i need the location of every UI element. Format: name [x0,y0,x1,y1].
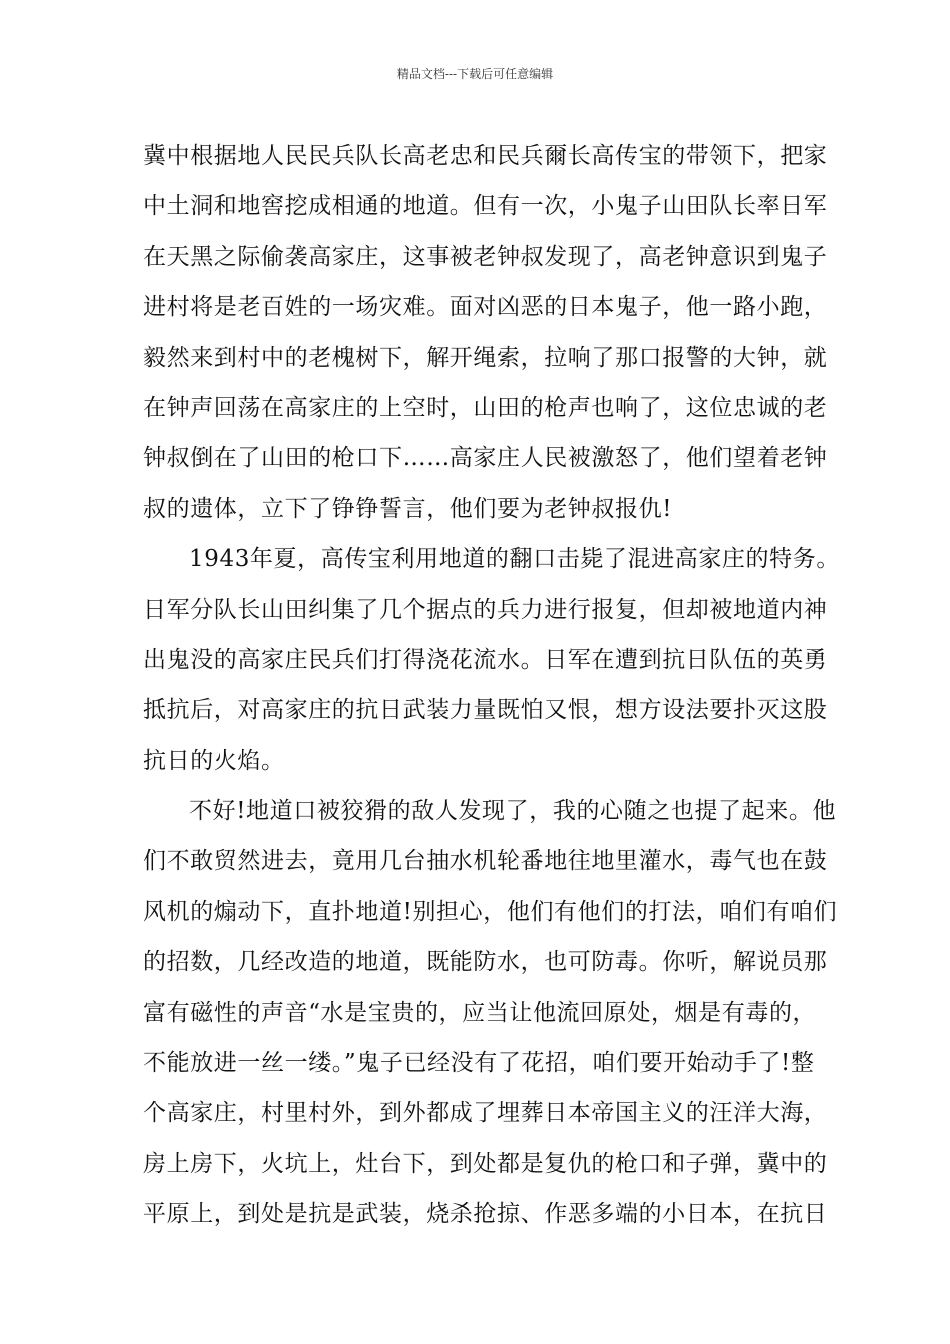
text-line: 毅然来到村中的老槐树下，解开绳索，拉响了那口报警的大钟，就 [143,344,828,371]
text-line: 冀中根据地人民民兵队长高老忠和民兵爾长高传宝的带领下，把家 [143,143,828,169]
text-line: 日军分队长山田纠集了几个据点的兵力进行报复，但却被地道内神 [143,596,828,623]
text-line: 个高家庄，村里村外，到外都成了埋葬日本帝国主义的汪洋大海， [143,1100,828,1127]
page-header: 精品文档---下载后可任意编辑 [396,67,554,81]
text-line: 出鬼没的高家庄民兵们打得浇花流水。日军在遭到抗日队伍的英勇 [143,646,828,673]
text-line: 中土洞和地窖挖成相通的地道。但有一次，小鬼子山田队长率日军 [143,193,828,220]
text-line: 在天黑之际偷袭高家庄，这事被老钟叔发现了，高老钟意识到鬼子 [143,243,828,270]
text-line: 富有磁性的声音“水是宝贵的，应当让他流回原处，烟是有毒的， [143,999,817,1026]
text-line: 风机的煽动下，直扑地道!别担心，他们有他们的打法，咱们有咱们 [143,898,838,925]
body-text [143,131,840,1240]
text-line: 抗日的火焰。 [143,747,285,774]
text-line: 在钟声回荡在高家庄的上空时，山田的枪声也响了，这位忠诚的老 [143,394,828,421]
paragraph-start-line: 不好!地道口被狡猾的敌人发现了，我的心随之也提了起来。他 [189,798,837,825]
text-line: 房上房下，火坑上，灶台下，到处都是复仇的枪口和子弹，冀中的 [143,1150,828,1177]
paragraph-start-line: 1943年夏，高传宝利用地道的翻口击毙了混进高家庄的特务。 [189,546,840,573]
text-line: 们不敢贸然进去，竟用几台抽水机轮番地往地里灌水，毒气也在鼓 [143,848,828,875]
text-line: 叔的遗体，立下了铮铮誓言，他们要为老钟叔报仇! [143,495,673,522]
text-line: 抵抗后，对高家庄的抗日武装力量既怕又恨，想方设法要扑灭这股 [143,697,828,724]
text-line: 钟叔倒在了山田的枪口下……高家庄人民被激怒了，他们望着老钟 [143,445,828,472]
text-line: 不能放进一丝一缕。”鬼子已经没有了花招，咱们要开始动手了!整 [143,1050,815,1077]
text-line: 平原上，到处是抗是武装，烧杀抢掠、作恶多端的小日本，在抗日 [143,1201,828,1228]
text-line: 的招数，几经改造的地道，既能防水，也可防毒。你听，解说员那 [143,949,828,976]
text-line: 进村将是老百姓的一场灾难。面对凶恶的日本鬼子，他一路小跑， [143,294,828,321]
